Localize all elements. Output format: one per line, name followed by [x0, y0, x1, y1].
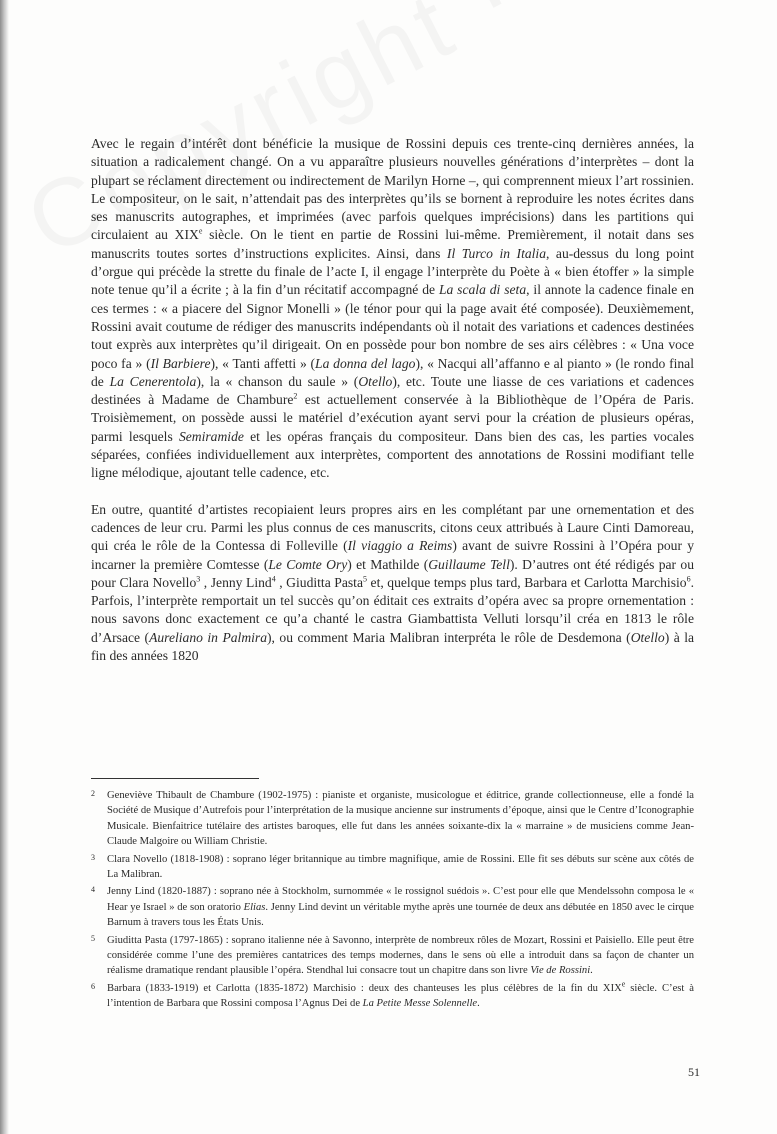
italic-title: La Petite Messe Solennelle	[362, 998, 478, 1010]
superscript: e	[198, 226, 203, 236]
text-run: et, quelque temps plus tard, Barbara et Carlotta Marchisio	[366, 574, 687, 590]
text-run: ), ou comment Maria Malibran interpréta le rôle de Desdemona (	[267, 629, 631, 645]
footnote	[91, 788, 694, 850]
superscript: 3	[196, 574, 201, 584]
italic-title: Aureliano in Palmira	[149, 629, 268, 645]
text-run: et les opéras français du compositeur. Dans bien des cas, les parties vocales séparées, confiées individuellement aux interprètes, comportent des annotations de Rossini modifiant telle ligne mélodique, ajoutant telle cadence, etc.	[91, 428, 694, 481]
footnote-number: 3	[91, 852, 95, 862]
text-run: Avec le regain d’intérêt dont bénéficie la musique de Rossini depuis ces trente-cinq dernières années, la situation a radicalement changé. On a vu apparaître plusieurs nouvelles générations d’interprètes – dont la plupart se réclament directement ou indirectement de Marilyn Horne –, qui comprennent mieux l’art rossinien. Le compositeur, on le sait, n’attendait pas des interprètes qu’ils se bornent à reproduire les notes écrites dans ses manuscrits autographes, et imprimées (avec parfois quelques imprécisions) dans les partitions qui circulaient au XIX	[91, 136, 694, 243]
footnote-separator	[91, 778, 259, 779]
text-run: .	[590, 965, 593, 977]
paragraph	[91, 501, 694, 666]
italic-title: Il Turco in Italia	[446, 245, 546, 261]
text-run: ). D’autres ont été rédigés par ou pour Clara Novello	[91, 556, 695, 590]
italic-title: La scala di seta	[438, 282, 527, 298]
text-run: ), la « chanson du saule » (	[196, 373, 359, 389]
text-run: siècle. C’est à l’intention de Barbara que Rossini composa l’Agnus Dei de	[107, 982, 694, 1010]
footnote	[91, 981, 694, 1012]
italic-title: La Cenerentola	[109, 373, 197, 389]
footnote	[91, 933, 694, 979]
superscript: 2	[293, 391, 298, 401]
footnote-number: 4	[91, 885, 95, 895]
text-run: , Giuditta Pasta	[275, 574, 363, 590]
footnote-text	[107, 979, 694, 1010]
page-number: 51	[688, 1065, 700, 1079]
superscript: 6	[686, 574, 691, 584]
footnote-number: 6	[91, 981, 95, 991]
text-run: . Jenny Lind devint un véritable mythe après une tournée de deux ans débutée en 1850 avec le cirque Barnum à travers tous les États Unis.	[107, 901, 694, 929]
footnote	[91, 884, 694, 930]
superscript: 4	[271, 574, 276, 584]
text-run: Giuditta Pasta (1797-1865) : soprano italienne née à Savonno, interprète de nombreux rôles de Mozart, Rossini et Paisiello. Elle peut être considérée comme l’une des premières cantatrices des temps modernes, dans le sens où elle a introduit dans sa façon de chanter un réalisme dramatique rendant plausible l’opéra. Stendhal lui consacre tout un chapitre dans son livre	[107, 934, 694, 977]
footnote-number: 2	[91, 789, 95, 798]
superscript: 5	[362, 574, 367, 584]
footnote-text	[107, 790, 694, 847]
italic-title: Otello	[358, 373, 393, 389]
page-scan-edge	[0, 0, 9, 1134]
text-run: ), « Tanti affetti » (	[210, 355, 316, 371]
italic-title: La donna del lago	[315, 355, 416, 371]
text-run: .	[477, 998, 480, 1010]
text-run: ) et Mathilde (	[347, 556, 429, 572]
footnote	[91, 852, 694, 883]
text-run: ) avant de suivre Rossini à l’Opéra pour y incarner la première Comtesse (	[91, 538, 694, 572]
paragraph	[91, 135, 694, 483]
text-run: est actuellement conservée à la Bibliothèque de l’Opéra de Paris. Troisièmement, on possède aussi le matériel d’exécution ayant servi pour la création de plusieurs opéras, parmi lesquels	[91, 392, 694, 444]
text-run: siècle. On le tient en partie de Rossini lui-même. Premièrement, il notait dans ses manuscrits toutes sortes d’instructions explicites. Ainsi, dans	[91, 227, 694, 261]
text-run: , Jenny Lind	[200, 574, 272, 590]
text-run: Jenny Lind (1820-1887) : soprano née à Stockholm, surnommée « le rossignol suédois ». C’est pour elle que Mendelssohn composa le « Hear ye Israel » de son oratorio	[107, 886, 694, 913]
superscript: e	[621, 979, 626, 989]
text-run: Barbara (1833-1919) et Carlotta (1835-1872) Marchisio : deux des chanteuses les plus célèbres de la fin du XIX	[107, 982, 622, 994]
footnote-text	[107, 854, 694, 880]
italic-title: Otello	[630, 629, 665, 645]
text-run: Clara Novello (1818-1908) : soprano léger britannique au timbre magnifique, amie de Rossini. Elle fit ses débuts sur scène aux côtés de La Malibran.	[107, 853, 694, 881]
italic-title: Le Comte Ory	[268, 556, 348, 572]
text-run: , il annote la cadence finale en ces termes : « a piacere del Signor Monelli » (le ténor pour qui la page avait été composée). Deuxièmement, Rossini avait coutume de rédiger des manuscrits indépendants où il notait des variations et cadences destinées tout exprès aux interprètes qu’il dirigeait. On en possède pour bon nombre de ses airs célèbres : « Una voce poco fa » (	[91, 282, 694, 371]
text-run: ), « Nacqui all’affanno e al pianto » (le rondo final de	[91, 355, 694, 389]
italic-title: Guillaume Tell	[428, 556, 510, 572]
italic-title: Elias	[243, 901, 266, 913]
text-run: , au-dessus du long point d’orgue qui précède la strette du finale de l’acte I, il engage l’interprète du Poète à « bien étoffer » la simple note tenue qu’il a écrite ; à la fin d’un récitatif accompagné de	[91, 245, 694, 298]
italic-title: Il viaggio a Reims	[347, 538, 453, 554]
footnotes	[91, 788, 694, 1014]
text-run: ) à la fin des années 1820	[91, 629, 695, 664]
text-run: ), etc. Toute une liasse de ces variations et cadences destinées à Madame de Chambure	[91, 373, 695, 408]
text-run: Geneviève Thibault de Chambure (1902-1975) : pianiste et organiste, musicologue et éditrice, grande collectionneuse, elle a fondé la Société de Musique d’Autrefois pour l’interprétation de la musique ancienne sur instruments d’époque, ainsi que le Centre d’Iconographie Musicale. Bienfaitrice tutélaire des artistes baroques, elle fut dans les années soixante-dix la « marraine » de musiciens comme Jean-Claude Malgoire ou William Christie.	[107, 790, 694, 848]
italic-title: Semiramide	[178, 428, 244, 444]
text-run: . Parfois, l’interprète remportait un tel succès qu’on éditait ces extraits d’opéra avec sa propre ornementation : nous savons donc exactement ce qu’a chanté le castra Giambattista Velluti lorsqu’il créa en 1813 le rôle d’Arsace (	[91, 574, 694, 645]
body-text	[91, 135, 694, 665]
footnote-text	[107, 886, 694, 928]
text-run: En outre, quantité d’artistes recopiaient leurs propres airs en les complétant par une ornementation et des cadences de leur cru. Parmi les plus connus de ces manuscrits, citons ceux attribués à Laure Cinti Damoreau, qui créa le rôle de la Contessa di Folleville (	[91, 501, 694, 554]
italic-title: Il Barbiere	[150, 355, 211, 371]
footnote-text	[107, 935, 694, 977]
italic-title: Vie de Rossini	[530, 965, 591, 977]
footnote-number: 5	[91, 933, 95, 943]
